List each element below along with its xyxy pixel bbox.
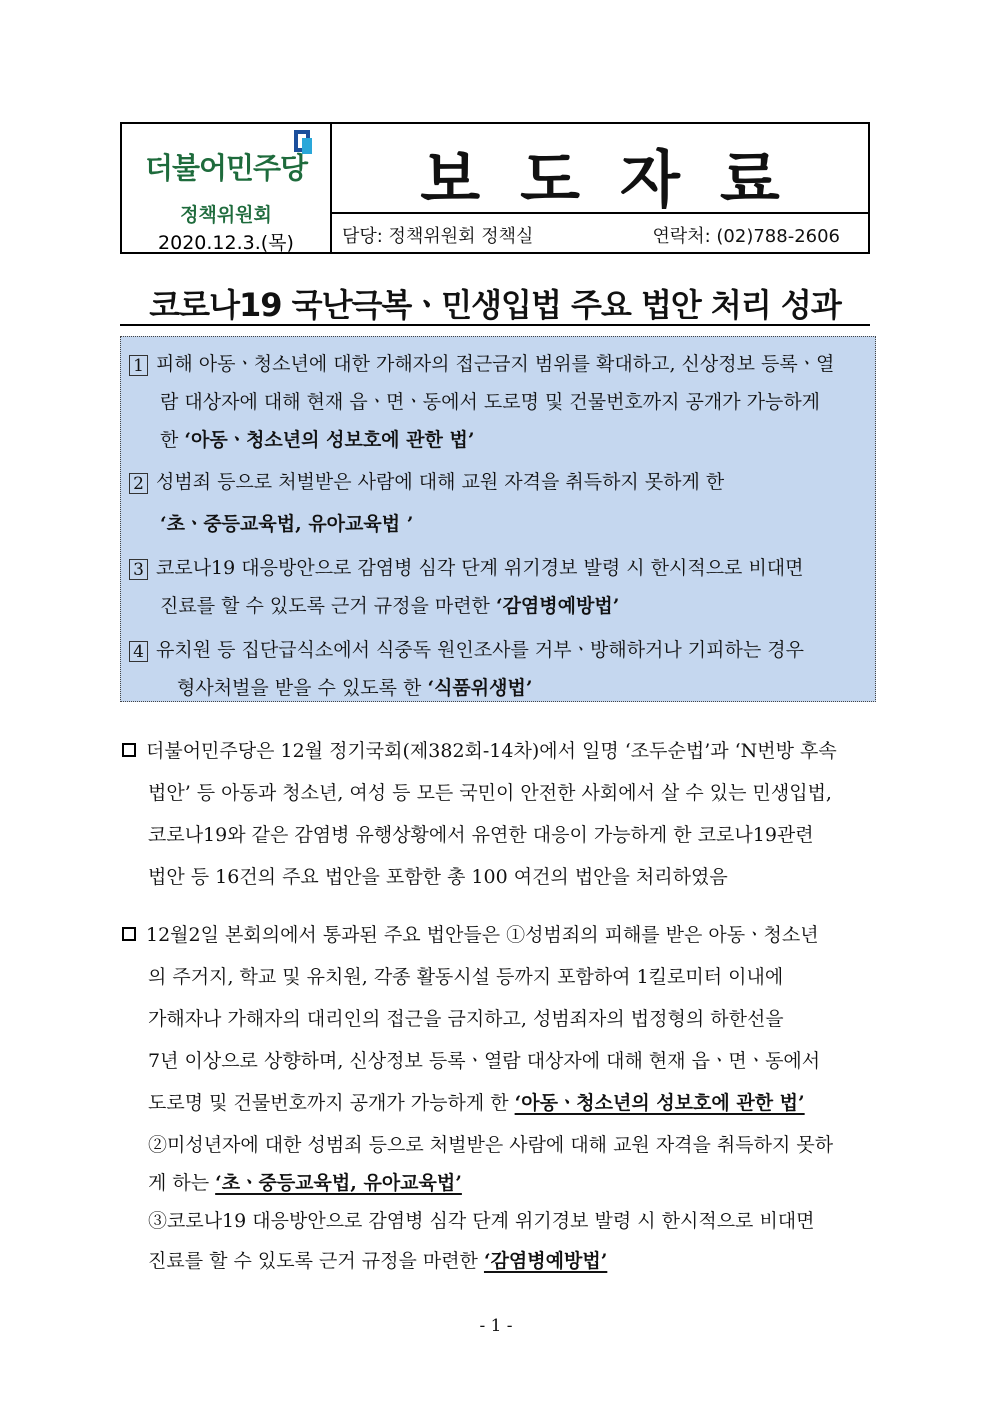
item-text: 한 — [160, 429, 185, 451]
paragraph-1-line2: 법안’ 등 아동과 청소년, 여성 등 모든 국민이 안전한 사회에서 살 수 있는 민생입법, — [148, 782, 832, 804]
checkbox-bullet-icon — [122, 743, 136, 757]
paragraph-text: 게 하는 — [148, 1172, 216, 1194]
party-name: 더불어민주당 — [144, 151, 308, 185]
law-name: ‘감염병예방법’ — [483, 1250, 608, 1272]
paragraph-text: 12월2일 본회의에서 통과된 주요 법안들은 ①성범죄의 피해를 받은 아동ㆍ청소년 — [146, 924, 819, 946]
summary-item-1 — [129, 349, 834, 376]
paragraph-1-line1 — [122, 736, 837, 763]
press-title-block — [332, 124, 868, 252]
main-title: 코로나19 국난극복ㆍ민생입법 주요 법안 처리 성과 — [149, 286, 841, 324]
summary-item-3-line2 — [160, 591, 619, 618]
summary-item-3 — [129, 553, 804, 580]
summary-item-4 — [129, 635, 804, 662]
item-text: 형사처벌을 받을 수 있도록 한 — [177, 677, 428, 699]
item-number-box: 1 — [129, 355, 148, 376]
paragraph-1-line4: 법안 등 16건의 주요 법안을 포함한 총 100 여건의 법안을 처리하였음 — [148, 866, 728, 888]
item-text: 코로나19 대응방안으로 감염병 심각 단계 위기경보 발령 시 한시적으로 비대면 — [156, 557, 804, 579]
law-name: ‘아동ㆍ청소년의 성보호에 관한 법’ — [514, 1092, 805, 1114]
paragraph-text: 도로명 및 건물번호까지 공개가 가능하게 한 — [148, 1092, 515, 1114]
law-name: ‘초ㆍ중등교육법, 유아교육법’ — [215, 1172, 462, 1194]
item-text: 진료를 할 수 있도록 근거 규정을 마련한 — [160, 595, 496, 617]
paragraph-2-line3: 가해자나 가해자의 대리인의 접근을 금지하고, 성범죄자의 법정형의 하한선을 — [148, 1008, 784, 1030]
committee-name: 정책위원회 — [180, 204, 272, 226]
law-name: ‘감염병예방법’ — [495, 595, 620, 617]
law-name: ‘초ㆍ중등교육법, 유아교육법 ’ — [160, 513, 414, 535]
item-number-box: 4 — [129, 641, 148, 662]
paragraph-2-line5 — [148, 1088, 805, 1115]
checkbox-bullet-icon — [122, 927, 136, 941]
summary-item-2 — [129, 467, 724, 494]
item-number-box: 3 — [129, 559, 148, 580]
summary-item-1-line3 — [160, 425, 474, 452]
law-name: ‘식품위생법’ — [427, 677, 533, 699]
contact-row — [332, 212, 868, 254]
contact-phone: 연락처: (02)788-2606 — [652, 226, 840, 247]
law-name: ‘아동ㆍ청소년의 성보호에 관한 법’ — [184, 429, 475, 451]
press-release-header — [120, 122, 870, 254]
item-text: 성범죄 등으로 처벌받은 사람에 대해 교원 자격을 취득하지 못하게 한 — [156, 471, 725, 493]
item-text: 피해 아동ㆍ청소년에 대한 가해자의 접근금지 범위를 확대하고, 신상정보 등록ㆍ열 — [156, 353, 835, 375]
department: 담당: 정책위원회 정책실 — [342, 226, 534, 247]
paragraph-2-line2: 의 주거지, 학교 및 유치원, 각종 활동시설 등까지 포함하여 1킬로미터 이내에 — [148, 966, 784, 988]
page-number: - 1 - — [479, 1316, 513, 1336]
paragraph-2-line1 — [122, 920, 819, 947]
release-date: 2020.12.3.(목) — [158, 232, 294, 254]
item-text: 유치원 등 집단급식소에서 식중독 원인조사를 거부ㆍ방해하거나 기피하는 경우 — [156, 639, 804, 661]
paragraph-text: 진료를 할 수 있도록 근거 규정을 마련한 — [148, 1250, 484, 1272]
summary-item-4-line2 — [177, 673, 532, 700]
paragraph-2-line4: 7년 이상으로 상향하며, 신상정보 등록ㆍ열람 대상자에 대해 현재 읍ㆍ면ㆍ동에서 — [148, 1050, 821, 1072]
paragraph-text: 더불어민주당은 12월 정기국회(제382회-14차)에서 일명 ‘조두순법’과 ‘N번방 후속 — [146, 740, 837, 762]
paragraph-2-line9 — [148, 1246, 607, 1273]
paragraph-2-line6: ②미성년자에 대한 성범죄 등으로 처벌받은 사람에 대해 교원 자격을 취득하지 못하 — [148, 1134, 834, 1156]
title-underline — [120, 324, 870, 326]
paragraph-1-line3: 코로나19와 같은 감염병 유행상황에서 유연한 대응이 가능하게 한 코로나19관련 — [148, 824, 814, 846]
press-release-title: 보도자료 — [420, 143, 820, 216]
summary-item-1-line2: 람 대상자에 대해 현재 읍ㆍ면ㆍ동에서 도로명 및 건물번호까지 공개가 가능하게 — [160, 391, 821, 413]
paragraph-2-line7 — [148, 1168, 462, 1195]
paragraph-2-line8: ③코로나19 대응방안으로 감염병 심각 단계 위기경보 발령 시 한시적으로 비대면 — [148, 1210, 815, 1232]
party-block — [122, 124, 332, 252]
item-number-box: 2 — [129, 473, 148, 494]
summary-box — [120, 336, 876, 702]
